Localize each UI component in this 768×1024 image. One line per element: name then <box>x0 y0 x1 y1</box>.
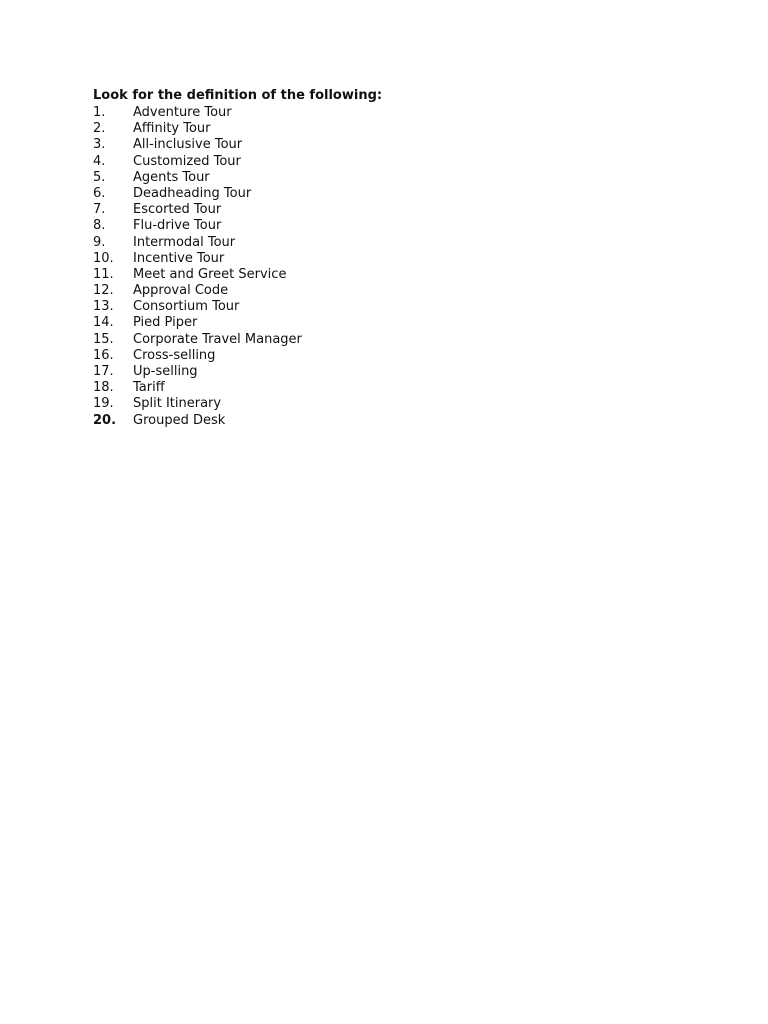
list-item <box>93 299 713 315</box>
item-term: Up-selling <box>133 364 198 379</box>
term-list <box>93 105 713 429</box>
item-number: 2. <box>93 121 106 137</box>
item-term: Consortium Tour <box>133 299 240 315</box>
item-term: All-inclusive Tour <box>133 137 243 153</box>
item-term: Deadheading Tour <box>133 185 252 201</box>
item-number: 16. <box>93 347 114 363</box>
item-term: Incentive Tour <box>133 250 225 266</box>
item-term: Customized Tour <box>133 153 241 169</box>
list-item <box>93 202 713 218</box>
list-item <box>93 235 713 251</box>
item-number: 7. <box>93 202 106 218</box>
list-item <box>93 121 713 137</box>
item-term: Corporate Travel Manager <box>133 331 302 347</box>
item-number: 8. <box>93 218 106 234</box>
item-term: Cross-selling <box>133 347 216 363</box>
list-item <box>93 267 713 283</box>
item-number: 11. <box>93 266 114 282</box>
item-term: Escorted Tour <box>133 202 222 218</box>
list-item <box>93 315 713 331</box>
list-item <box>93 170 713 186</box>
list-item <box>93 332 713 348</box>
item-number: 3. <box>93 137 106 153</box>
item-number: 12. <box>93 283 114 299</box>
list-item <box>93 413 713 429</box>
item-term: Grouped Desk <box>133 412 226 428</box>
list-item <box>93 251 713 267</box>
item-term: Affinity Tour <box>133 121 211 137</box>
item-term: Split Itinerary <box>133 396 222 412</box>
list-item <box>93 380 713 396</box>
item-number: 5. <box>93 169 106 185</box>
item-term: Adventure Tour <box>133 105 232 120</box>
item-term: Approval Code <box>133 283 229 299</box>
item-number: 14. <box>93 315 114 331</box>
list-item <box>93 364 713 380</box>
list-item <box>93 154 713 170</box>
list-item <box>93 186 713 202</box>
item-number: 13. <box>93 299 114 315</box>
list-item <box>93 396 713 412</box>
list-item <box>93 105 713 121</box>
item-term: Flu-drive Tour <box>133 218 222 234</box>
item-number: 6. <box>93 185 106 201</box>
item-number: 15. <box>93 331 114 347</box>
list-item <box>93 218 713 234</box>
item-number: 18. <box>93 380 114 396</box>
list-item <box>93 137 713 153</box>
item-term: Tariff <box>133 380 165 396</box>
item-number: 4. <box>93 153 106 169</box>
document-heading: Look for the definition of the following: <box>93 88 383 103</box>
item-term: Pied Piper <box>133 315 198 331</box>
item-number: 9. <box>93 234 106 250</box>
item-number: 19. <box>93 396 114 412</box>
list-item <box>93 283 713 299</box>
item-number: 1. <box>93 105 106 120</box>
document-page <box>93 88 713 429</box>
item-term: Intermodal Tour <box>133 234 236 250</box>
item-number: 17. <box>93 364 114 379</box>
list-item <box>93 348 713 364</box>
item-term: Meet and Greet Service <box>133 266 287 282</box>
item-number: 10. <box>93 250 114 266</box>
item-term: Agents Tour <box>133 169 210 185</box>
item-number: 20. <box>93 412 117 428</box>
